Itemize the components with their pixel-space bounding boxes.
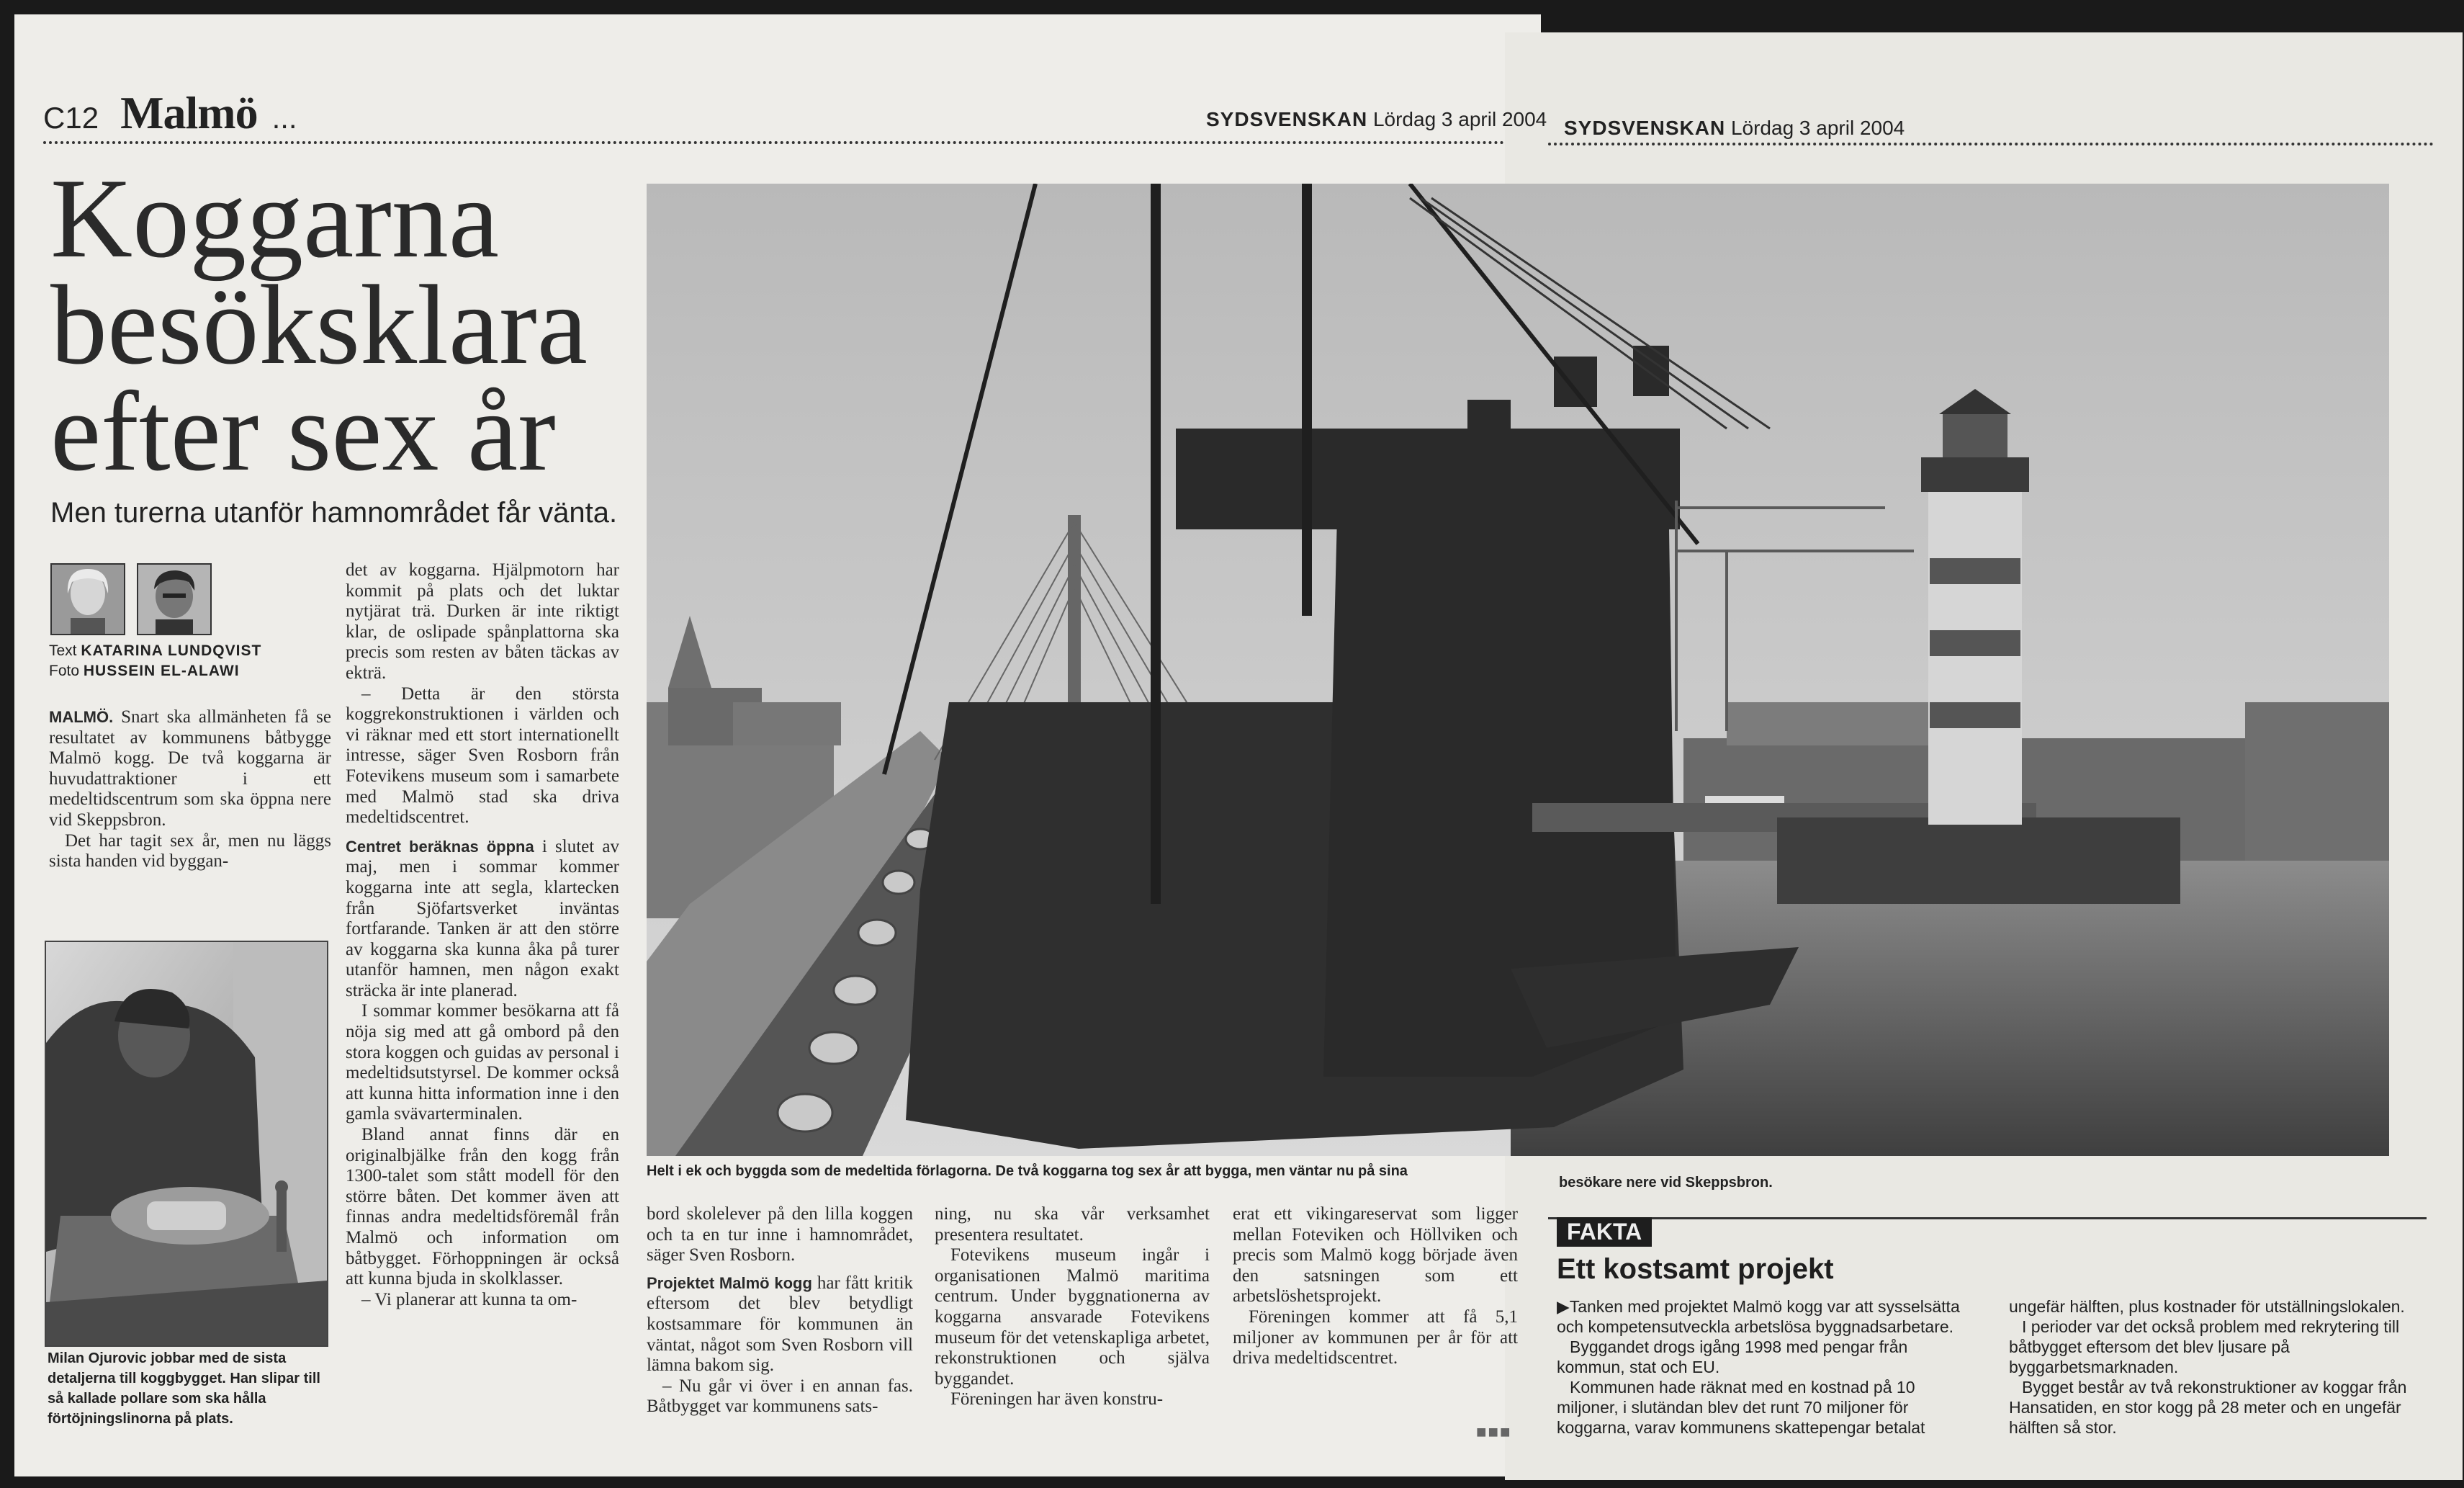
masthead-brand: SYDSVENSKAN — [1206, 108, 1368, 130]
run-in-heading: Centret beräknas öppna — [346, 837, 534, 856]
section-suffix: ... — [271, 101, 297, 135]
byline-author: KATARINA LUNDQVIST — [81, 642, 262, 659]
paragraph: I perioder var det också problem med rekrytering till båtbygget eftersom det blev ljusare på byggarbetsmarknaden. — [2009, 1317, 2400, 1376]
subheadline: Men turerna utanför hamnområdet får vänta. — [50, 497, 618, 529]
paragraph: I sommar kommer besökarna att få nöja sig med att gå ombord på den stora koggen och guidas av personal i medeltidsutstyrsel. De kommer också att kunna hitta information inne i den gamla svävarterminalen. — [346, 1001, 619, 1124]
paragraph: ning, nu ska vår verksamhet presentera resultatet. — [935, 1204, 1210, 1245]
fakta-tag: FAKTA — [1557, 1217, 1652, 1247]
fakta-rule — [1548, 1217, 2427, 1219]
byline-photo-label: Foto — [49, 663, 80, 679]
paragraph: Kommunen hade räknat med en kostnad på 10 miljoner, i slutändan blev det runt 70 miljoner för koggarna, varav kommunens skattepengar betalat — [1557, 1378, 1925, 1437]
article-column-4 — [935, 1204, 1210, 1410]
masthead-date: Lördag 3 april 2004 — [1372, 108, 1547, 130]
paragraph: – Detta är den största koggrekonstruktionen i världen och vi räknar med ett stort internationellt intresse, säger Sven Rosborn från Fotevikens museum som i samarbete med Malmö stad ska driva medeltidscentret. — [346, 684, 619, 828]
byline — [49, 641, 261, 681]
masthead-date: Lördag 3 april 2004 — [1730, 117, 1905, 139]
masthead-brand: SYDSVENSKAN — [1564, 117, 1726, 139]
paragraph: Det har tagit sex år, men nu läggs sista handen vid byggan- — [49, 830, 331, 871]
photographer-portrait — [137, 563, 212, 635]
fakta-column-2 — [2009, 1296, 2412, 1438]
paragraph: har fått kritik eftersom det blev betydligt kostsammare för kommunen än väntat, något som Sven Rosborn vill lämna bakom sig. — [647, 1273, 914, 1376]
paragraph: Föreningen kommer att få 5,1 miljoner av kommunen per år för att driva medeltidscentret. — [1233, 1307, 1518, 1368]
paragraph: – Vi planerar att kunna ta om- — [361, 1289, 577, 1309]
fakta-title: Ett kostsamt projekt — [1557, 1253, 1834, 1285]
masthead-right — [1564, 117, 1905, 140]
section-header — [43, 86, 297, 140]
header-rule-right — [1548, 143, 2434, 145]
headline — [50, 156, 641, 495]
paragraph: – Nu går vi över i en annan fas. Båtbygget var kommunens sats- — [647, 1376, 913, 1417]
masthead-left — [1206, 108, 1547, 131]
section-title: Malmö — [120, 87, 258, 138]
worker-photo — [45, 941, 328, 1347]
article-column-2 — [346, 560, 619, 1310]
main-photo-caption-right: besökare nere vid Skeppsbron. — [1559, 1175, 1773, 1191]
article-column-3 — [647, 1204, 913, 1417]
paragraph: i slutet av maj, men i sommar kommer koggarna inte att segla, klartecken från Sjöfartsverket inväntas fortfarande. Tanken är att den större av koggarna ska kunna åka på turer utanför hamnen, men någon exakt sträcka är inte planerad. — [346, 836, 619, 1000]
dateline: MALMÖ. — [49, 708, 114, 726]
paragraph: Snart ska allmänheten få se resultatet av kommunens båtbygge Malmö kogg. De två koggarna är huvudattraktioner i ett medeltidscentrum som ska öppna nere vid Skeppsbron. — [49, 707, 331, 830]
header-rule-left — [43, 141, 1505, 144]
headline-line: besöksklara — [50, 262, 588, 388]
main-photo-caption-left: Helt i ek och byggda som de medeltida förlagorna. De två koggarna tog sex år att bygga, men väntar nu på sina — [647, 1163, 1408, 1179]
article-column-1 — [49, 707, 331, 872]
headline-line: efter sex år — [50, 369, 556, 495]
paragraph: Tanken med projektet Malmö kogg var att sysselsätta och kompetensutveckla arbetslösa byggnadsarbetare. — [1557, 1297, 1960, 1336]
paragraph: Byggandet drogs igång 1998 med pengar från kommun, stat och EU. — [1557, 1337, 1908, 1376]
paragraph: Föreningen har även konstru- — [950, 1389, 1164, 1409]
byline-photographer: HUSSEIN EL-ALAWI — [83, 663, 240, 679]
paragraph: det av koggarna. Hjälpmotorn har kommit på plats och det luktar nytjärat trä. Durken är inte riktigt klar, de oslipade spånplattorna ska precis som resten av båten täckas av ekträ. — [346, 560, 619, 683]
article-column-5 — [1233, 1204, 1518, 1369]
headline-line: Koggarna — [50, 156, 499, 282]
paragraph: bord skolelever på den lilla koggen och ta en tur inne i hamnområdet, säger Sven Rosborn. — [647, 1204, 913, 1265]
paragraph: erat ett vikingareservat som ligger mellan Foteviken och Höllviken och precis som Malmö kogg började även den satsningen som ett arbetslöshetsprojekt. — [1233, 1204, 1518, 1307]
page-number: C12 — [43, 101, 99, 135]
worker-photo-caption: Milan Ojurovic jobbar med de sista detaljerna till koggbygget. Han slipar till så kallade pollare som ska hålla förtöjningslinorna på plats. — [48, 1350, 320, 1427]
byline-text-label: Text — [49, 642, 77, 659]
paragraph: ungefär hälften, plus kostnader för utställningslokalen. — [2009, 1297, 2405, 1316]
bullet-arrow-icon: ▶ — [1557, 1297, 1570, 1316]
paragraph: Bland annat finns där en originalbjälke från den kogg från 1300-talet som stått modell för den större båten. Det kommer även att finnas andra medeltidsföremål från Malmö och information om båtbygget. Förhoppningen är också att kunna bjuda in skolklasser. — [346, 1125, 619, 1289]
reporter-portrait — [50, 563, 125, 635]
paragraph: Bygget består av två rekonstruktioner av koggar från Hansatiden, en stor kogg på 28 meter och en ungefär hälften så stor. — [2009, 1378, 2407, 1437]
run-in-heading: Projektet Malmö kogg — [647, 1273, 812, 1292]
main-photo-ships-lighthouse — [647, 184, 2389, 1156]
fakta-column-1 — [1557, 1296, 1960, 1438]
end-mark: ■■■ — [1476, 1422, 1512, 1442]
paragraph: Fotevikens museum ingår i organisationen Malmö maritima centrum. Under byggnationerna av koggarna ansvarade Fotevikens museum för det vetenskapliga arbetet, rekonstruktionen och själva byggandet. — [935, 1245, 1210, 1389]
